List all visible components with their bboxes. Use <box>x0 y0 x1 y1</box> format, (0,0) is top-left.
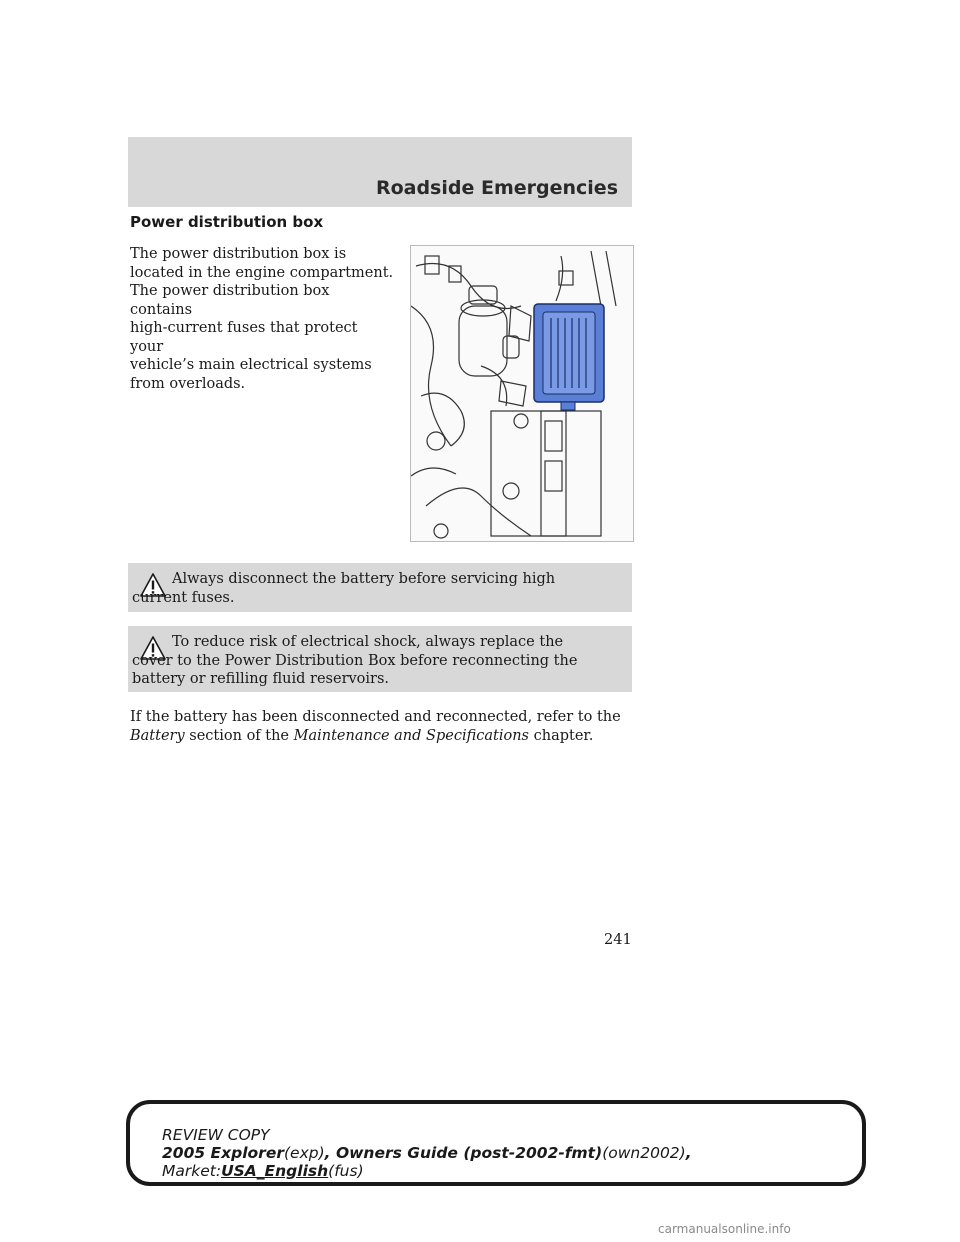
paragraph-text: If the battery has been disconnected and reconnected, refer to the <box>130 709 621 725</box>
battery-section-reference: Battery <box>130 727 185 744</box>
review-copy-model-line <box>162 1144 692 1162</box>
market-code: (fus) <box>328 1162 364 1180</box>
model-code: (exp) <box>283 1144 325 1162</box>
battery-reference-paragraph <box>130 708 635 745</box>
chapter-reference: Maintenance and Specifications <box>293 727 529 744</box>
paragraph-text: section of the <box>189 727 290 744</box>
market-value: USA_English <box>221 1162 329 1180</box>
intro-line: The power distribution box is <box>130 246 347 262</box>
separator: , <box>685 1144 692 1162</box>
intro-line: from overloads. <box>130 375 246 392</box>
review-copy-label: REVIEW COPY <box>162 1126 270 1144</box>
review-copy-market-line <box>162 1162 692 1180</box>
intro-line: The power distribution box contains <box>130 283 330 318</box>
warning-text: Always disconnect the battery before servicing high current fuses. <box>132 571 556 606</box>
chapter-header <box>128 137 632 207</box>
warning-box <box>128 563 632 612</box>
review-copy-text <box>162 1126 692 1180</box>
engine-compartment-illustration <box>410 245 634 542</box>
watermark: carmanualsonline.info <box>658 1222 791 1236</box>
separator: , <box>324 1144 336 1162</box>
warning-box <box>128 626 632 692</box>
intro-paragraph <box>130 245 395 393</box>
market-label: Market: <box>162 1162 222 1180</box>
section-heading: Power distribution box <box>130 213 324 231</box>
page-number: 241 <box>604 932 632 948</box>
intro-line: high-current fuses that protect your <box>130 320 358 355</box>
model-name: 2005 Explorer <box>162 1144 284 1162</box>
intro-line: vehicle’s main electrical systems <box>130 357 372 373</box>
fuse-box-highlight <box>534 304 604 410</box>
intro-line: located in the engine compartment. <box>130 264 394 281</box>
engine-illustration-svg <box>411 246 633 541</box>
guide-name: Owners Guide (post-2002-fmt) <box>335 1144 603 1162</box>
chapter-title: Roadside Emergencies <box>375 177 618 199</box>
guide-code: (own2002) <box>602 1144 686 1162</box>
paragraph-text: chapter. <box>533 727 594 744</box>
warning-text: To reduce risk of electrical shock, always replace the cover to the Power Distribution Box before reconnecting the battery or refilling fluid reservoirs. <box>132 634 578 687</box>
